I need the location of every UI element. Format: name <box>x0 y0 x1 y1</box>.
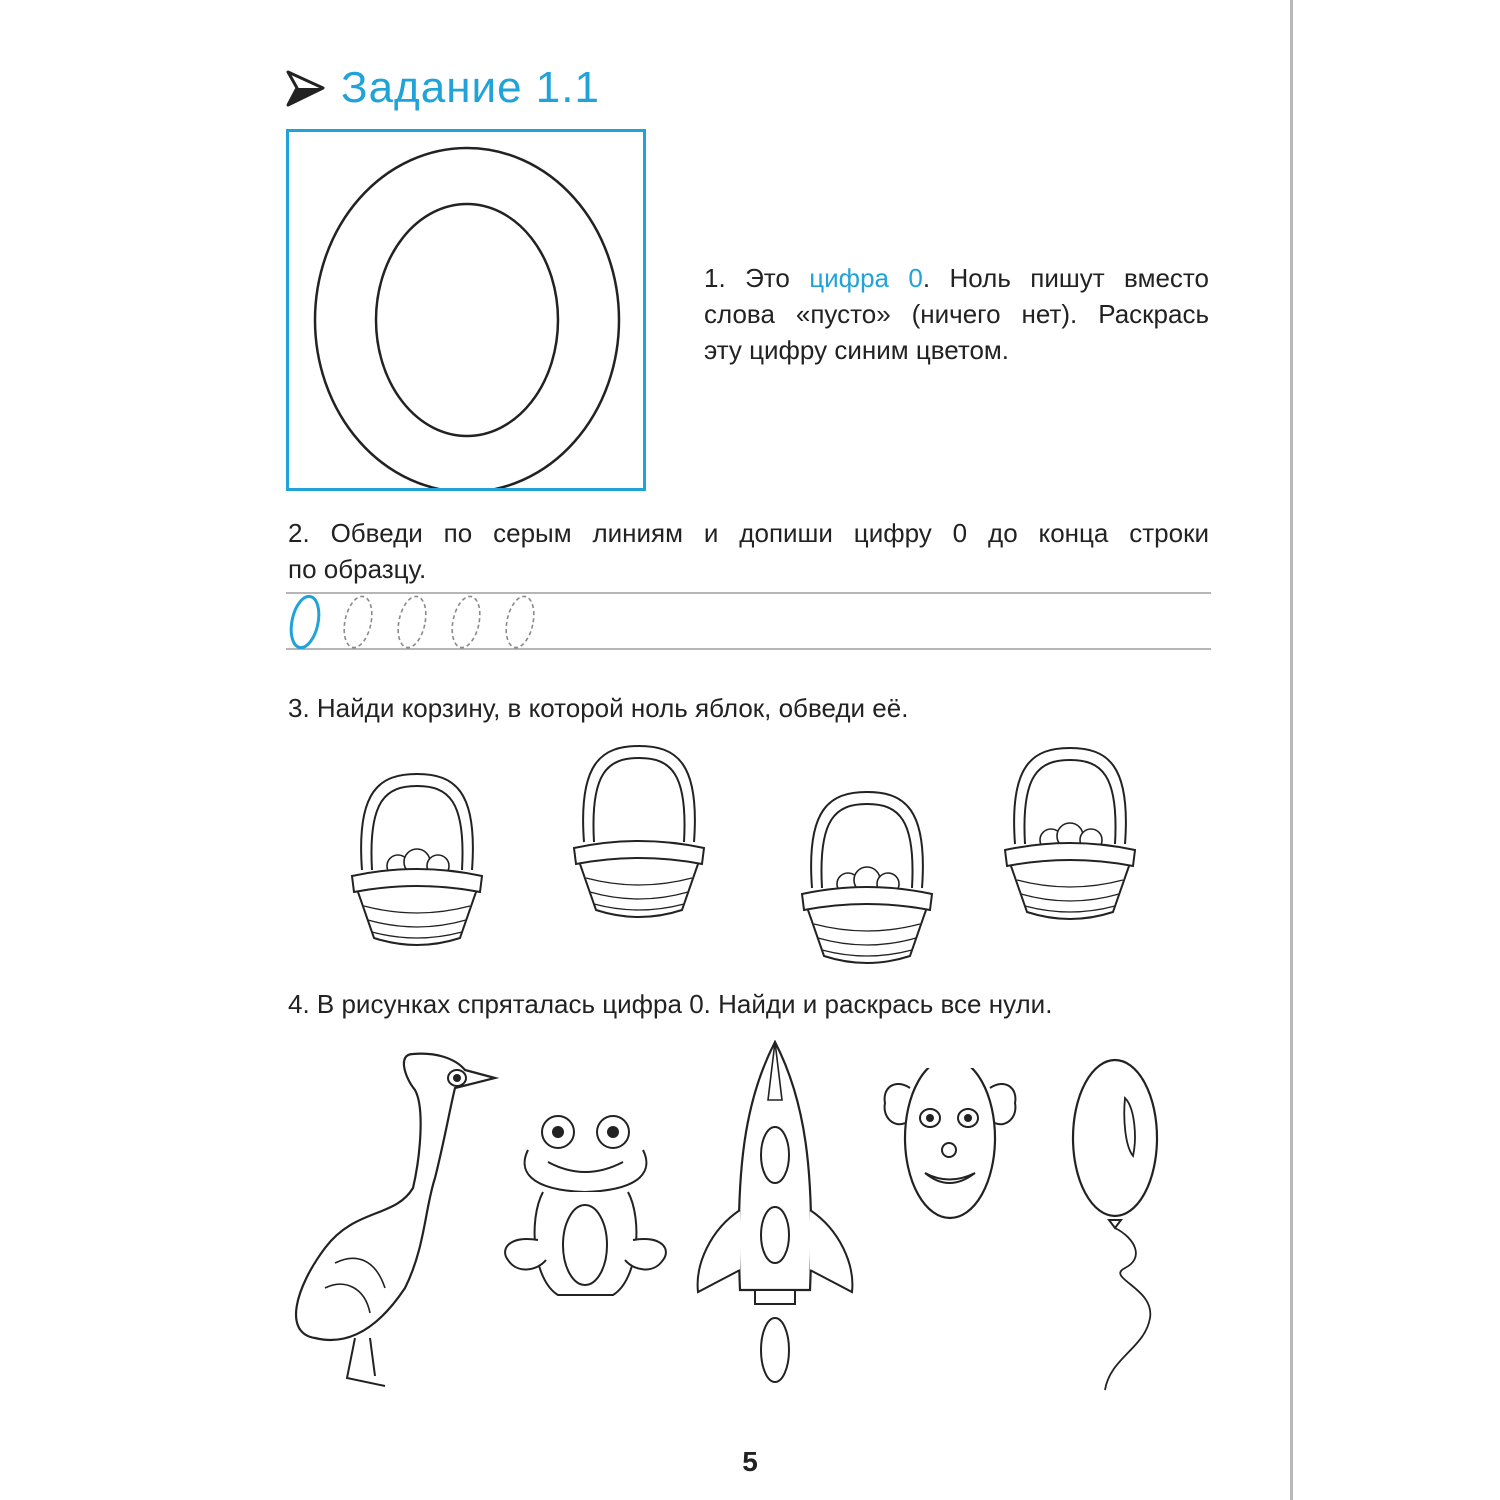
clown-picture[interactable] <box>880 1068 1020 1233</box>
item-1-text <box>704 260 1209 368</box>
item-1-line-2: слова «пусто» (ничего нет). Раскрась <box>704 299 1209 329</box>
traced-zero <box>340 594 376 650</box>
item-2-line-1: 2. Обведи по серым линиям и допиши цифру 0 до конца строки <box>288 518 1209 548</box>
highlight-digit-zero: цифра 0 <box>809 263 923 293</box>
item-1-line-1: 1. Это цифра 0. Ноль пишут вместо <box>704 263 1209 293</box>
item-1-line-3: эту цифру синим цветом. <box>704 335 1010 365</box>
traced-zero <box>502 594 538 650</box>
task-title <box>285 58 600 118</box>
item-4-text: 4. В рисунках спряталась цифра 0. Найди и раскрась все нули. <box>288 989 1053 1019</box>
basket-2[interactable] <box>572 742 707 927</box>
item-2-line-2: по образцу. <box>288 554 427 584</box>
goose-picture[interactable] <box>285 1048 500 1393</box>
zero-outline[interactable] <box>289 132 643 488</box>
item-2-text <box>288 515 1209 587</box>
basket-4[interactable] <box>1003 744 1138 929</box>
writing-row[interactable] <box>286 590 1211 654</box>
balloon-picture[interactable] <box>1065 1058 1175 1398</box>
task-title-text: Задание 1.1 <box>341 63 600 112</box>
page-edge <box>1290 0 1293 1500</box>
arrow-icon <box>285 68 327 108</box>
basket-1[interactable] <box>350 770 485 955</box>
zero-coloring-frame <box>286 129 646 491</box>
rocket-picture[interactable] <box>690 1040 860 1395</box>
page-number: 5 <box>742 1446 758 1477</box>
traced-zero <box>394 594 430 650</box>
sample-zero <box>287 594 323 650</box>
traced-zero <box>448 594 484 650</box>
basket-3[interactable] <box>800 788 935 973</box>
frog-picture[interactable] <box>498 1110 673 1315</box>
item-3-text: 3. Найди корзину, в которой ноль яблок, обведи её. <box>288 693 909 723</box>
